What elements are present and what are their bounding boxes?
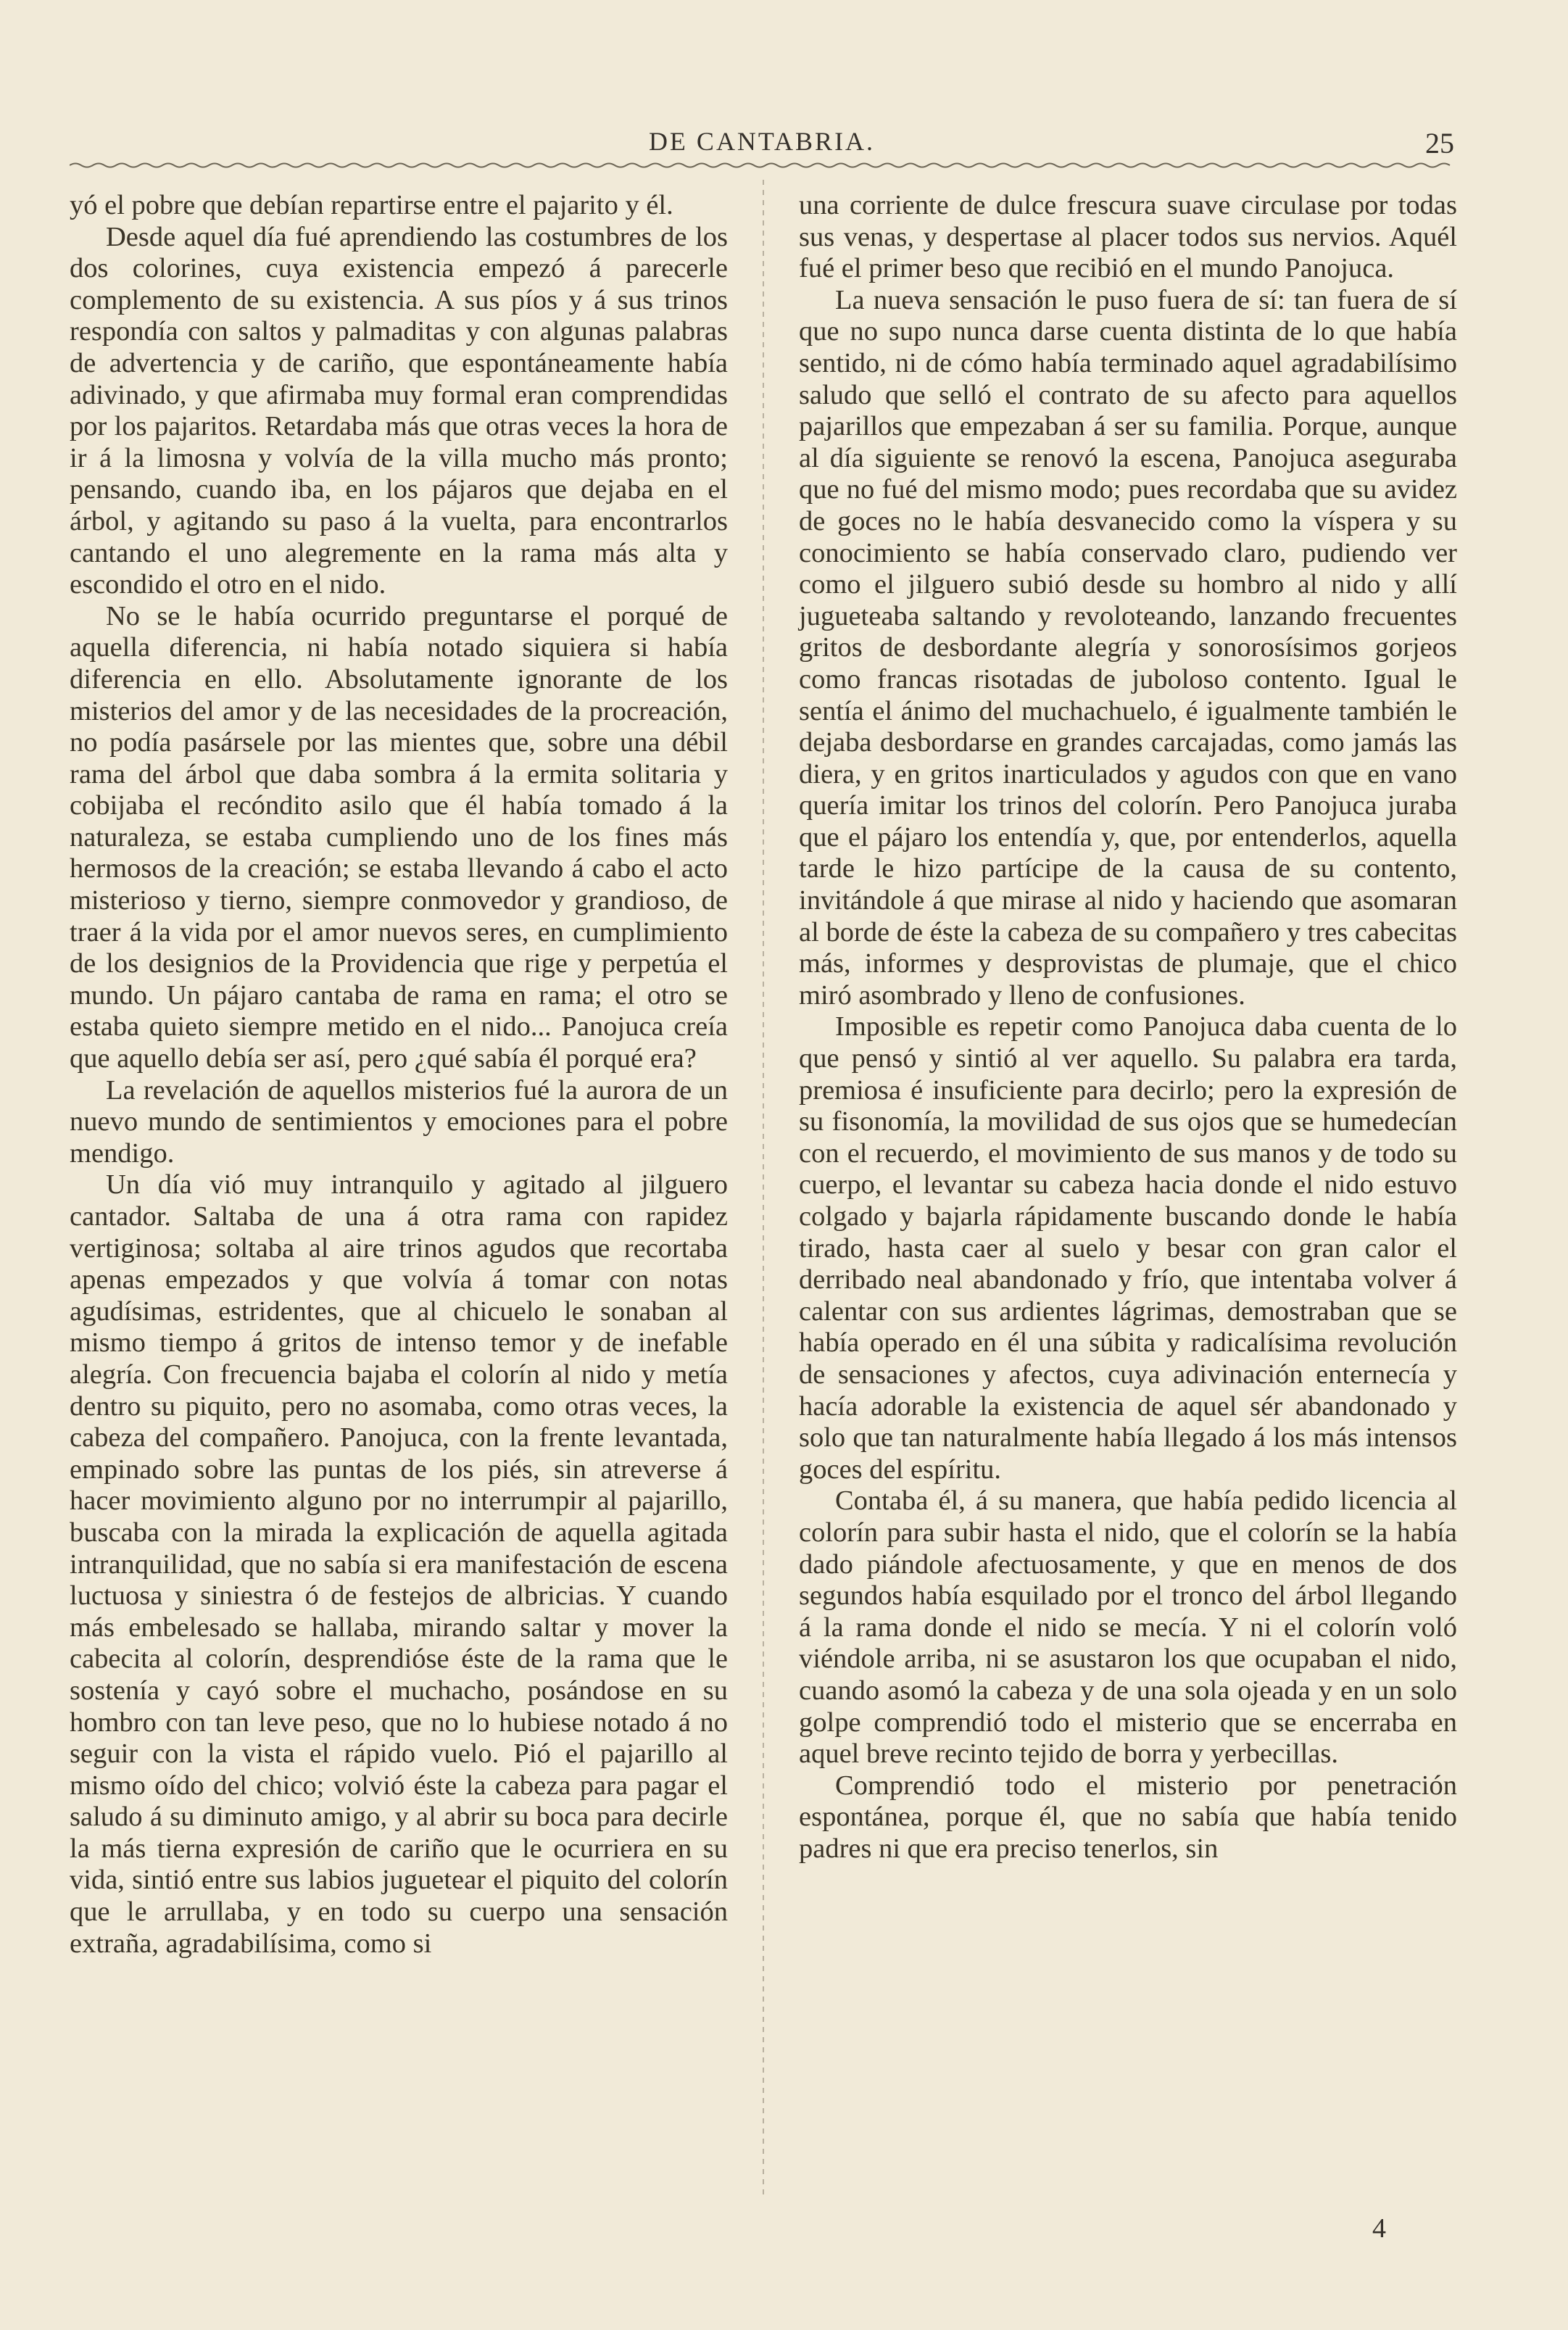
running-head	[70, 126, 1454, 177]
paragraph: Desde aquel día fué aprendiendo las costumbres de los dos colorines, cuya existencia empezó á parecerle complemento de su existencia. A sus píos y á sus trinos respondía con saltos y palmaditas y con algunas palabras de advertencia y de cariño, que espontáneamente había adivinado, y que afirmaba muy formal eran comprendidas por los pajaritos. Retardaba más que otras veces la hora de ir á la limosna y volvía de la villa mucho más pronto; pensando, cuando iba, en los pájaros que dejaba en el árbol, y agitando su paso á la vuelta, para encontrarlos cantando el uno alegremente en la rama más alta y escondido el otro en el nido.	[70, 221, 728, 600]
paragraph: Imposible es repetir como Panojuca daba cuenta de lo que pensó y sintió al ver aquello. Su palabra era tarda, premiosa é insuficiente para decirlo; pero la expresión de su fisonomía, la movilidad de sus ojos que se humedecían con el recuerdo, el movimiento de sus manos y de todo su cuerpo, el levantar su cabeza hacia donde el nido estuvo colgado y bajarla rápidamente buscando donde le había tirado, hasta caer al suelo y besar con gran calor el derribado neal abandonado y frío, que intentaba volver á calentar con sus ardientes lágrimas, demostraban que se había operado en él una súbita y radicalísima revolución de sensaciones y afectos, cuya adivinación enternecía y hacía adorable la existencia de aquel sér abandonado y solo que tan naturalmente había llegado á los más intensos goces del espíritu.	[799, 1011, 1457, 1485]
column-divider	[763, 180, 764, 2198]
paragraph: Contaba él, á su manera, que había pedido licencia al colorín para subir hasta el nido, que el colorín se la había dado piándole afectuosamente, y que en menos de dos segundos había esquilado por el tronco del árbol llegando á la rama donde el nido se mecía. Y ni el colorín voló viéndole arriba, ni se asustaron los que ocupaban el nido, cuando asomó la cabeza y de una sola ojeada y en un solo golpe comprendió todo el misterio que se encerraba en aquel breve recinto tejido de borra y yerbecillas.	[799, 1485, 1457, 1770]
running-title: DE CANTABRIA.	[648, 127, 876, 156]
page-number: 25	[1425, 127, 1454, 159]
left-column	[70, 190, 728, 1960]
right-column	[799, 190, 1457, 1865]
paragraph: La revelación de aquellos misterios fué la aurora de un nuevo mundo de sentimientos y emociones para el pobre mendigo.	[70, 1074, 728, 1169]
paragraph: La nueva sensación le puso fuera de sí: tan fuera de sí que no supo nunca darse cuenta distinta de lo que había sentido, ni de cómo había terminado aquel agradabilísimo saludo que selló el contrato de su afecto para aquellos pajarillos que empezaban á ser su familia. Porque, aunque al día siguiente se renovó la escena, Panojuca aseguraba que no fué del mismo modo; pues recordaba que su avidez de goces no le había desvanecido como la víspera y su conocimiento se había conservado claro, pudiendo ver como el jilguero subió desde su hombro al nido y allí jugueteaba saltando y revoloteando, lanzando frecuentes gritos de desbordante alegría y sonorosísimos gorjeos como francas risotadas de juboloso contento. Igual le sentía el ánimo del muchachuelo, é igualmente también le dejaba desbordarse en grandes carcajadas, como jamás las diera, y en gritos inarticulados y agudos con que en vano quería imitar los trinos del colorín. Pero Panojuca juraba que el pájaro los entendía y, que, por entenderlos, aquella tarde le hizo partícipe de la causa de su contento, invitándole á que mirase al nido y haciendo que asomaran al borde de éste la cabeza de su compañero y tres cabecitas más, informes y desprovistas de plumaje, que el chico miró asombrado y lleno de confusiones.	[799, 284, 1457, 1011]
paragraph: yó el pobre que debían repartirse entre el pajarito y él.	[70, 190, 673, 220]
paragraph: Comprendió todo el misterio por penetración espontánea, porque él, que no sabía que había tenido padres ni que era preciso tenerlos, sin	[799, 1770, 1457, 1864]
paragraph: Un día vió muy intranquilo y agitado al jilguero cantador. Saltaba de una á otra rama con rapidez vertiginosa; soltaba al aire trinos agudos que recortaba apenas empezados y que volvía á tomar con notas agudísimas, estridentes, que al chicuelo le sonaban al mismo tiempo á gritos de intenso temor y de inefable alegría. Con frecuencia bajaba el colorín al nido y metía dentro su piquito, pero no asomaba, como otras veces, la cabeza del compañero. Panojuca, con la frente levantada, empinado sobre las puntas de los piés, sin atreverse á hacer movimiento alguno por no interrumpir al pajarillo, buscaba con la mirada la explicación de aquella agitada intranquilidad, que no sabía si era manifestación de escena luctuosa y siniestra ó de festejos de albricias. Y cuando más embelesado se hallaba, mirando saltar y mover la cabecita al colorín, desprendióse éste de la rama que le sostenía y cayó sobre el muchacho, posándose en su hombro con tan leve peso, que no lo hubiese notado á no seguir con la vista el rápido vuelo. Pió el pajarillo al mismo oído del chico; volvió éste la cabeza para pagar el saludo á su diminuto amigo, y al abrir su boca para decirle la más tierna expresión de cariño que le ocurriera en su vida, sintió entre sus labios juguetear el piquito del colorín que le arrullaba, y en todo su cuerpo una sensación extraña, agradabilísima, como si	[70, 1169, 728, 1959]
signature-mark: 4	[1372, 2213, 1386, 2244]
paragraph: una corriente de dulce frescura suave circulase por todas sus venas, y despertase al placer todos sus nervios. Aquél fué el primer beso que recibió en el mundo Panojuca.	[799, 190, 1457, 284]
header-rule	[70, 161, 1454, 170]
paragraph: No se le había ocurrido preguntarse el porqué de aquella diferencia, ni había notado siquiera si había diferencia en ello. Absolutamente ignorante de los misterios del amor y de las necesidades de la procreación, no podía pasársele por las mientes que, sobre una débil rama del árbol que daba sombra á la ermita solitaria y cobijaba el recóndito asilo que él había tomado á la naturaleza, se estaba cumpliendo uno de los fines más hermosos de la creación; se estaba llevando á cabo el acto misterioso y tierno, siempre conmovedor y grandioso, de traer á la vida por el amor nuevos seres, en cumplimiento de los designios de la Providencia que rige y perpetúa el mundo. Un pájaro cantaba de rama en rama; el otro se estaba quieto siempre metido en el nido... Panojuca creía que aquello debía ser así, pero ¿qué sabía él porqué era?	[70, 600, 728, 1074]
